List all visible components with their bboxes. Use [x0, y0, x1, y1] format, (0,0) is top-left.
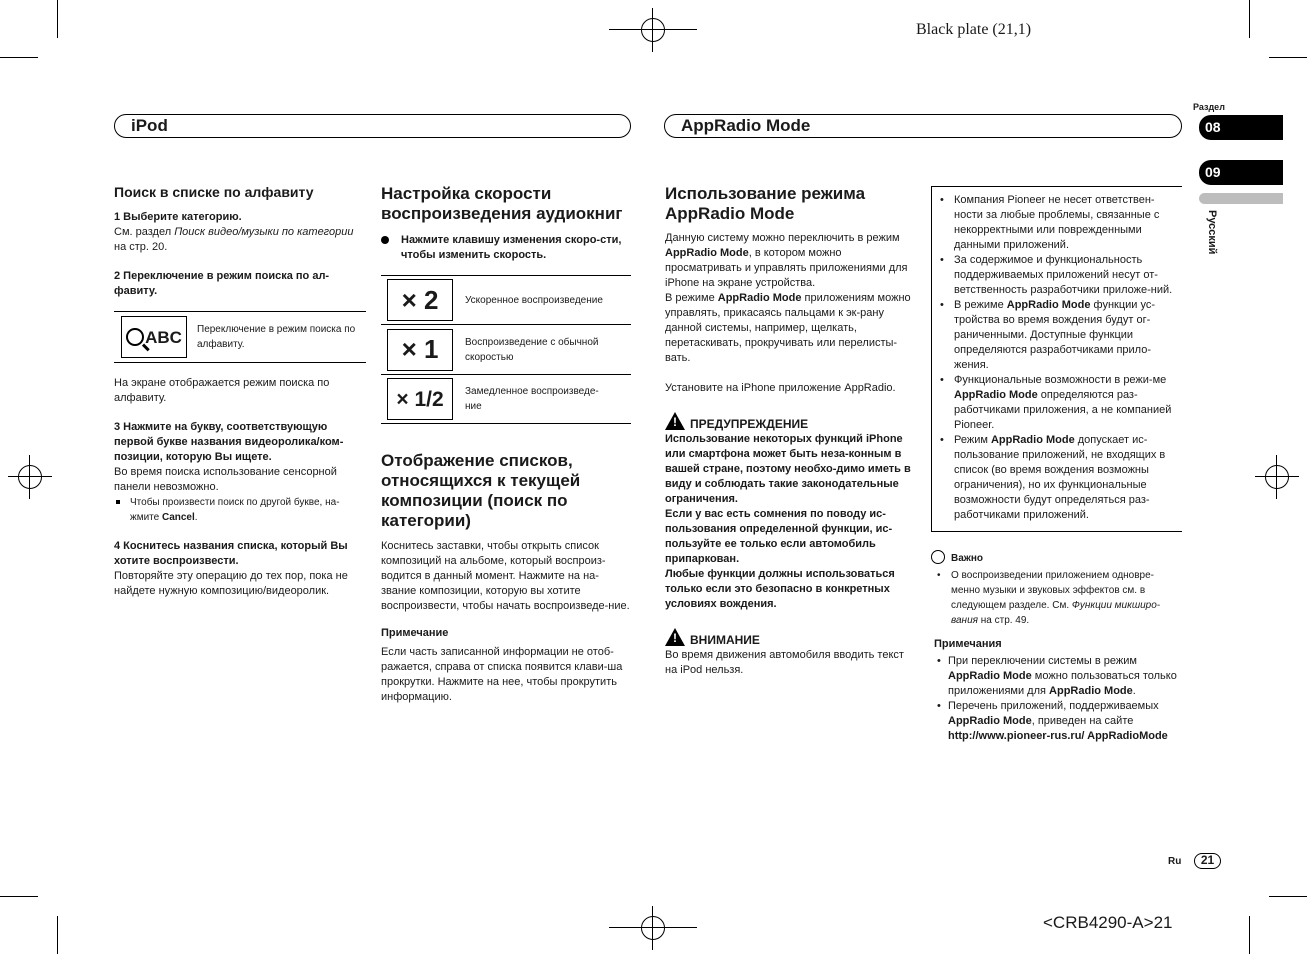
note-heading: Примечание [381, 627, 449, 639]
crop-mark [1249, 916, 1250, 954]
disclaimer-item: • Компания Pioneer не несет ответствен-ности за любые проблемы, связанные с некорректными или поврежденными данными приложений. [934, 193, 1178, 253]
abc-desc: Переключение в режим поиска по алфавиту. [197, 324, 356, 350]
column-3 [665, 184, 915, 678]
important-item: • О воспроизведении приложением одновре-менно музыки и звуковых эффектов см. в следующем разделе. См. Функции микширо-вания на стр. 49. [931, 568, 1182, 628]
after-table-text: На экране отображается режим поиска по алфавиту. [114, 377, 330, 404]
appradio-p2: В режиме AppRadio Mode приложениям можно управлять, прикасаясь пальцами к эк-рану данной системы, например, щелкать, перетаскивать, прокручивать или перелисты-вать. [665, 292, 911, 364]
crop-mark [609, 927, 697, 928]
important-heading: Важно [931, 550, 1182, 566]
appradio-p1: Данную систему можно переключить в режим AppRadio Mode, в котором можно просматривать и управлять приложениями для iPhone на экране устройства. [665, 232, 908, 289]
caution-heading: !ВНИМАНИЕ [665, 628, 915, 648]
step-3: 3 Нажмите на букву, соответствующую первой букве названия видеоролика/ком-позиции, которую Вы ищете. [114, 421, 344, 463]
speed-desc: Воспроизведение с обычной скоростью [465, 336, 599, 363]
crop-mark [609, 29, 697, 30]
warning-p1: Использование некоторых функций iPhone или смартфона может быть неза-конным в вашей стране, поэтому необхо-димо иметь в виду и соблюдать такие законодательные ограничения. [665, 433, 911, 505]
appradio-p3: Установите на iPhone приложение AppRadio. [665, 382, 896, 394]
warning-p2: Если у вас есть сомнения по поводу ис-пользования определенной функции, ис-пользуйте ее только если автомобиль припаркован. [665, 508, 893, 565]
registration-mark-icon [631, 8, 675, 52]
caution-text: Во время движения автомобиля вводить текст на iPod нельзя. [665, 649, 904, 676]
section-pill-ipod: iPod [114, 114, 631, 138]
registration-mark-icon [8, 455, 52, 499]
language-label: Русский [1206, 210, 1218, 255]
footer-lang: Ru [1168, 856, 1182, 867]
crop-mark [0, 57, 38, 58]
heading-appradio-usage: Использование режима AppRadio Mode [665, 184, 866, 223]
note-item: • При переключении системы в режим AppRadio Mode можно пользоваться только приложениями для AppRadio Mode. [931, 654, 1182, 699]
speed-x1-icon: × 1 [387, 329, 453, 371]
crop-mark [57, 916, 58, 954]
important-icon [931, 550, 945, 564]
disclaimer-item: • За содержимое и функциональность поддерживаемых приложений несут от-ветственность разработчики приложе-ний. [934, 253, 1178, 298]
crop-mark [1269, 896, 1307, 897]
heading-category-search: Отображение списков, относящихся к текущей композиции (поиск по категории) [381, 451, 581, 530]
registration-mark-icon [1255, 455, 1299, 499]
section-pill-appradio: AppRadio Mode [664, 114, 1182, 138]
speed-row [381, 375, 631, 424]
speed-x2-icon: × 2 [387, 279, 453, 321]
disclaimer-item: • В режиме AppRadio Mode функции ус-тройства во время вождения будут ог-раниченными. Доступные функции определяются разработчиками прило-жения. [934, 298, 1178, 373]
section-tab-08: 08 [1199, 115, 1283, 140]
column-4 [931, 186, 1182, 744]
crop-mark [57, 0, 58, 38]
step-4-text: Повторяйте эту операцию до тех пор, пока не найдете нужную композицию/видеоролик. [114, 570, 348, 597]
speed-instruction: Нажмите клавишу изменения скоро-сти, чтобы изменить скорость. [381, 233, 631, 263]
crop-mark [1249, 0, 1250, 38]
column-2 [381, 184, 631, 705]
step-3-text: Во время поиска использование сенсорной панели невозможно. [114, 466, 337, 493]
note-text: Если часть записанной информации не отоб-ражается, справа от списка появится клави-ша прокрутки. Нажмите на нее, чтобы прокрутить информацию. [381, 646, 623, 703]
warning-icon [665, 412, 685, 430]
step-3-note: Чтобы произвести поиск по другой букве, на-жмите Cancel. [114, 495, 366, 525]
speed-row [381, 325, 631, 375]
alphabet-table [114, 311, 366, 363]
caution-icon [665, 628, 685, 646]
crop-mark [0, 896, 38, 897]
pioneer-url-link[interactable]: http://www.pioneer-rus.ru/ AppRadioMode [948, 730, 1168, 742]
section-tab-09: 09 [1199, 160, 1283, 185]
heading-audiobook-speed: Настройка скорости воспроизведения аудиокниг [381, 184, 623, 223]
step-1-text: См. раздел Поиск видео/музыки по категории на стр. 20. [114, 226, 354, 253]
step-1: 1 Выберите категорию. [114, 211, 242, 223]
speed-desc: Ускоренное воспроизведение [465, 294, 603, 306]
warning-p3: Любые функции должны использоваться только если это безопасно в конкретных условиях вождения. [665, 568, 895, 610]
abc-search-icon: ABC [121, 316, 187, 358]
speed-row [381, 276, 631, 325]
column-1 [114, 184, 366, 599]
step-4: 4 Коснитесь названия списка, который Вы хотите воспроизвести. [114, 540, 348, 567]
page-number: 21 [1194, 853, 1221, 869]
heading-alphabet-search: Поиск в списке по алфавиту [114, 184, 314, 200]
document-code: <CRB4290-A>21 [1043, 913, 1173, 932]
category-search-text: Коснитесь заставки, чтобы открыть список композиций на альбоме, который воспроиз-водится в данный момент. Нажмите на на-звание композиции, которую вы хотите воспроизвести, чтобы начать воспроизведе-ние. [381, 540, 630, 612]
plate-label: Black plate (21,1) [916, 21, 1032, 38]
speed-desc: Замедленное воспроизведе-ние [465, 386, 599, 412]
warning-heading: !ПРЕДУПРЕЖДЕНИЕ [665, 412, 915, 432]
section-label: Раздел [1193, 102, 1225, 112]
note-item: • Перечень приложений, поддерживаемых AppRadio Mode, приведен на сайте http://www.pioneer-rus.ru/ AppRadioMode [931, 699, 1182, 744]
step-2: 2 Переключение в режим поиска по ал-фавиту. [114, 270, 330, 297]
disclaimer-item: • Функциональные возможности в режи-ме AppRadio Mode определяются раз-работчиками приложения, а не компанией Pioneer. [934, 373, 1178, 433]
crop-mark [1269, 57, 1307, 58]
disclaimer-item: • Режим AppRadio Mode допускает ис-пользование приложений, не входящих в список (во время вождения возможны ограничения), но их функциональные возможности будут определяться раз-работчиками приложений. [934, 433, 1178, 523]
speed-half-icon: × 1/2 [387, 378, 453, 420]
notes-heading: Примечания [934, 638, 1002, 650]
registration-mark-icon [631, 906, 675, 950]
speed-table [381, 275, 631, 424]
disclaimer-box [931, 186, 1182, 532]
language-tab [1199, 193, 1283, 204]
